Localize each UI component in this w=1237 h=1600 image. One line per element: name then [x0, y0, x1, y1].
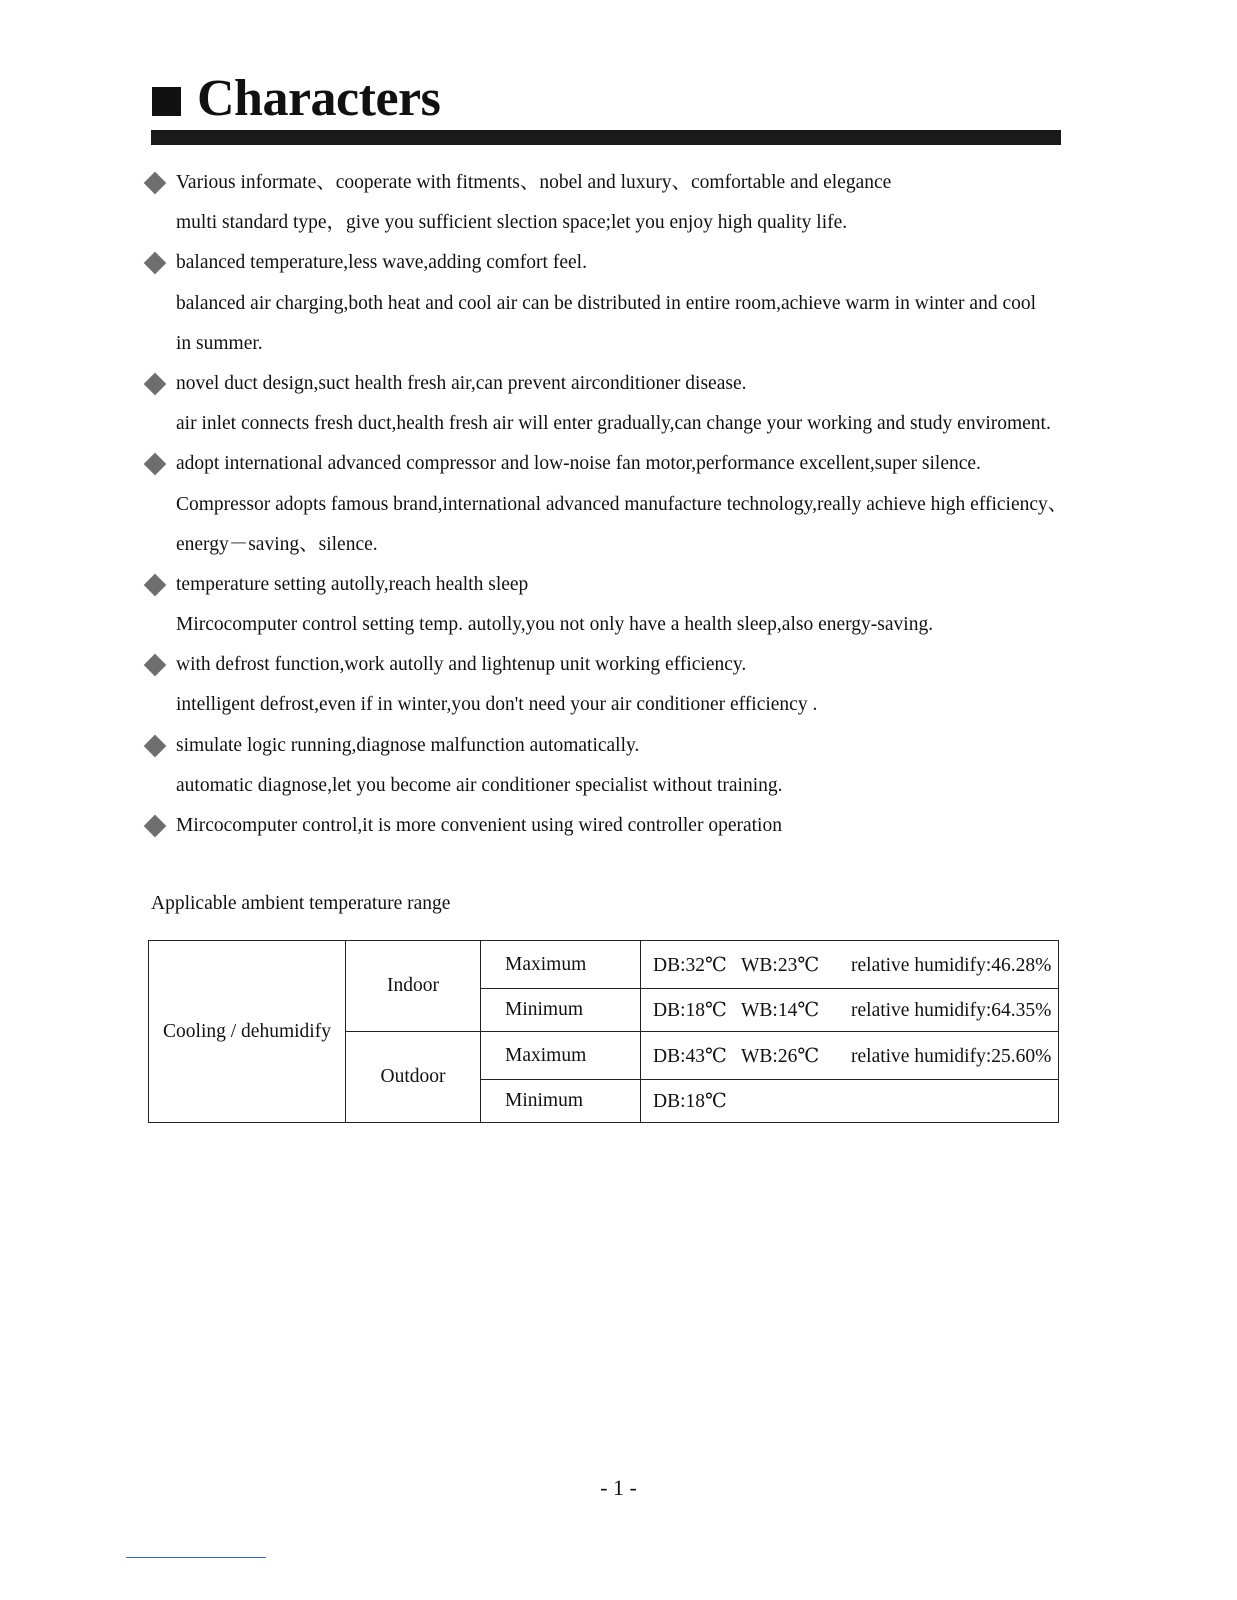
indoor-max-db: DB:32℃	[653, 954, 727, 976]
indoor-min-rh: relative humidify:64.35%	[851, 1000, 1052, 1021]
characters-list	[140, 163, 1100, 846]
heading-rule	[151, 130, 1061, 145]
line-text: adopt international advanced compressor and low-noise fan motor,performance excellent,super silence.	[176, 453, 981, 475]
line-text: automatic diagnose,let you become air conditioner specialist without training.	[176, 774, 783, 796]
table-caption: Applicable ambient temperature range	[151, 893, 451, 914]
indoor-max-label: Maximum	[481, 941, 641, 989]
detail-line	[140, 685, 1100, 725]
detail-line	[140, 766, 1100, 806]
indoor-min-label: Minimum	[481, 989, 641, 1032]
line-text: Mircocomputer control setting temp. autolly,you not only have a health sleep,also energy-saving.	[176, 614, 934, 636]
line-text: balanced air charging,both heat and cool air can be distributed in entire room,achieve warm in winter and cool	[176, 292, 1037, 314]
bullet-item	[140, 364, 1100, 404]
line-text: temperature setting autolly,reach health sleep	[176, 573, 529, 595]
detail-line	[140, 284, 1100, 324]
line-text: multi standard type，give you sufficient slection space;let you enjoy high quality life.	[176, 212, 848, 234]
detail-line	[140, 485, 1100, 525]
diamond-bullet-icon	[144, 574, 167, 597]
page-number: - 1 -	[600, 1475, 637, 1500]
detail-line	[140, 525, 1100, 565]
indoor-cell: Indoor	[346, 941, 481, 1032]
bullet-item	[140, 645, 1100, 685]
diamond-bullet-icon	[144, 453, 167, 476]
line-text: balanced temperature,less wave,adding comfort feel.	[176, 252, 587, 274]
line-text: air inlet connects fresh duct,health fresh air will enter gradually,can change your working and study enviroment.	[176, 413, 1051, 435]
diamond-bullet-icon	[144, 815, 167, 838]
indoor-max-values	[641, 941, 1059, 989]
detail-line	[140, 203, 1100, 243]
detail-line	[140, 605, 1100, 645]
line-text: simulate logic running,diagnose malfunction automatically.	[176, 734, 640, 756]
outdoor-max-wb: WB:26℃	[741, 1045, 820, 1067]
bullet-item	[140, 444, 1100, 484]
outdoor-max-db: DB:43℃	[653, 1045, 727, 1067]
outdoor-max-label: Maximum	[481, 1032, 641, 1080]
outdoor-min-label: Minimum	[481, 1080, 641, 1123]
outdoor-max-values	[641, 1032, 1059, 1080]
diamond-bullet-icon	[144, 654, 167, 677]
bullet-item	[140, 806, 1100, 846]
line-text: novel duct design,suct health fresh air,can prevent airconditioner disease.	[176, 372, 747, 394]
bullet-item	[140, 726, 1100, 766]
outdoor-min-values	[641, 1080, 1059, 1123]
detail-line	[140, 404, 1100, 444]
bullet-item	[140, 565, 1100, 605]
indoor-min-wb: WB:14℃	[741, 1000, 820, 1021]
bullet-item	[140, 243, 1100, 283]
page-title: Characters	[197, 70, 441, 127]
diamond-bullet-icon	[144, 734, 167, 757]
temperature-range-table	[148, 940, 1059, 1123]
outdoor-cell: Outdoor	[346, 1032, 481, 1123]
indoor-min-values	[641, 989, 1059, 1032]
line-text: Mircocomputer control,it is more convenient using wired controller operation	[176, 815, 782, 836]
indoor-max-wb: WB:23℃	[741, 954, 820, 976]
bullet-item	[140, 163, 1100, 203]
outdoor-min-db: DB:18℃	[653, 1091, 727, 1112]
mode-cell: Cooling / dehumidify	[149, 941, 346, 1123]
line-text: intelligent defrost,even if in winter,you don't need your air conditioner efficiency .	[176, 694, 818, 716]
diamond-bullet-icon	[144, 373, 167, 396]
indoor-max-rh: relative humidify:46.28%	[851, 954, 1052, 976]
footer-rule	[126, 1557, 266, 1558]
line-text: energy－saving、silence.	[176, 533, 378, 555]
outdoor-max-rh: relative humidify:25.60%	[851, 1045, 1052, 1067]
detail-line	[140, 324, 1100, 364]
diamond-bullet-icon	[144, 172, 167, 195]
line-text: in summer.	[176, 332, 263, 354]
line-text: Various informate、cooperate with fitments、nobel and luxury、comfortable and elegance	[176, 172, 892, 193]
line-text: Compressor adopts famous brand,international advanced manufacture technology,really achieve high efficiency、	[176, 493, 1068, 515]
line-text: with defrost function,work autolly and lightenup unit working efficiency.	[176, 654, 747, 676]
square-bullet-icon	[152, 87, 181, 116]
section-heading	[152, 68, 440, 130]
indoor-min-db: DB:18℃	[653, 1000, 727, 1021]
diamond-bullet-icon	[144, 252, 167, 275]
